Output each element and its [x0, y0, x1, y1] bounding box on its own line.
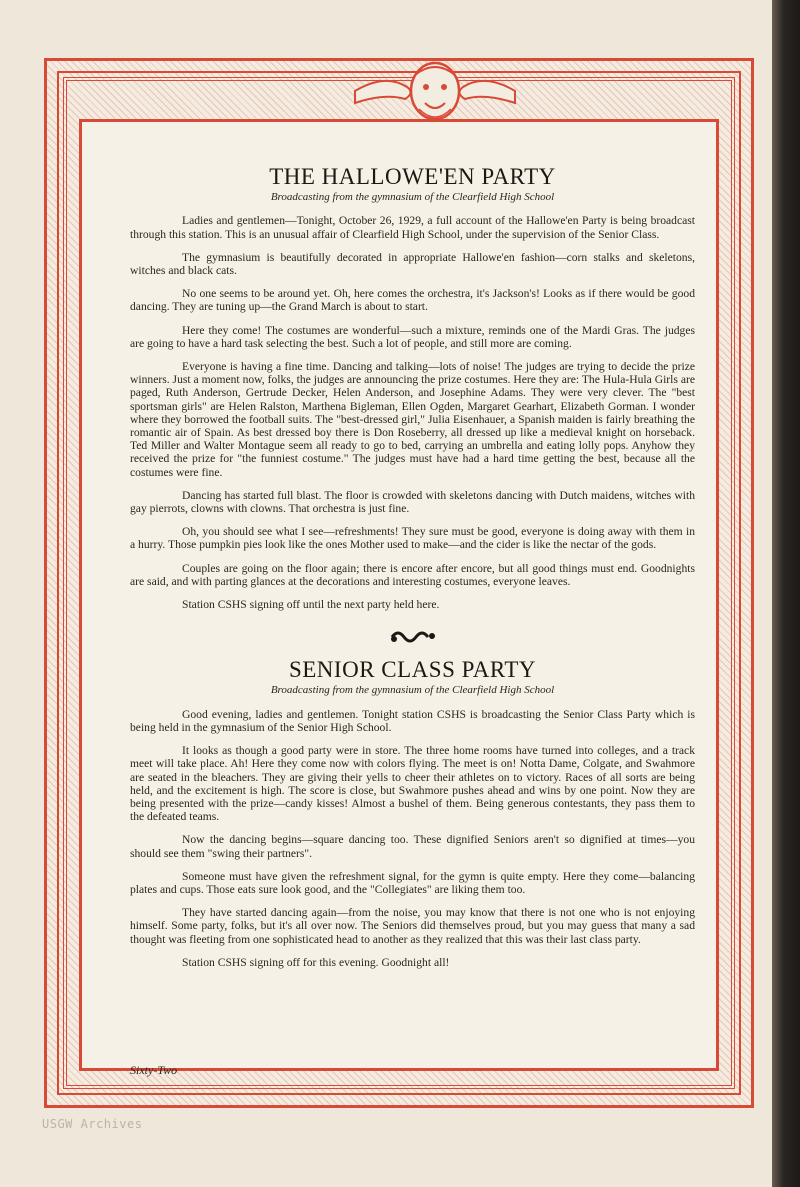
scroll-flourish-icon — [388, 627, 438, 647]
paragraph: Station CSHS signing off for this evening. Goodnight all! — [182, 955, 450, 969]
archive-watermark: USGW Archives — [42, 1117, 143, 1131]
paragraph: The gymnasium is beautifully decorated in appropriate Hallowe'en fashion—corn stalks and skeletons, witches and black cats. — [130, 250, 695, 278]
book-spine-edge — [772, 0, 800, 1187]
paragraph: Here they come! The costumes are wonderful—such a mixture, reminds one of the Mardi Gras. The judges are going to have a hard task selecting the best. Such a lot of people, and still more are coming. — [130, 323, 695, 350]
paragraph: It looks as though a good party were in store. The three home rooms have turned into colleges, and a track meet will take place. Ah! Here they come now with colors flying. The meet is on! Notta Dame, Colgate, and Swahmore are seated in the bleachers. They are giving their yells to cheer their athletes on to victory. Races of all sorts are being held, and the excitement is high. The score is close, but Swahmore pushes ahead and wins by one point. Now they are being presented with the prize—candy kisses! Almost a bushel of them. Being generous contestants, they pass them to the defeated teams. — [130, 744, 695, 824]
satyr-head-ornament-icon — [345, 53, 525, 123]
paragraph: They have started dancing again—from the noise, you may know that there is not one who is not enjoying himself. Some party, folks, but it's all over now. The Seniors did themselves proud, but you may guess that many a sad thought was fleeting from one sophisticated head to another as they realized that this was their last class party. — [130, 906, 695, 946]
page-content — [130, 164, 695, 979]
article-subtitle-senior: Broadcasting from the gymnasium of the Clearfield High School — [270, 684, 555, 697]
article-title-halloween: THE HALLOWE'EN PARTY — [269, 164, 556, 189]
paragraph: Good evening, ladies and gentlemen. Tonight station CSHS is broadcasting the Senior Class Party which is being held in the gymnasium of the Senior High School. — [130, 707, 695, 734]
paragraph: Now the dancing begins—square dancing too. These dignified Seniors aren't so dignified at times—you should see them "swing their partners". — [130, 833, 695, 860]
paragraph: Someone must have given the refreshment signal, for the gymn is quite empty. Here they come—balancing plates and cups. Those eats sure look good, and the "Collegiates" are liking them too. — [130, 869, 695, 896]
article-subtitle-halloween: Broadcasting from the gymnasium of the Clearfield High School — [270, 191, 555, 204]
section-divider — [130, 627, 695, 651]
paragraph: Ladies and gentlemen—Tonight, October 26, 1929, a full account of the Hallowe'en Party is being broadcast through this station. This is an unusual affair of Clearfield High School, under the supervision of the Senior Class. — [130, 214, 695, 241]
paragraph: No one seems to be around yet. Oh, here comes the orchestra, it's Jackson's! Looks as if there would be good dancing. They are tuning up—the Grand March is about to start. — [130, 287, 695, 314]
paragraph: Couples are going on the floor again; there is encore after encore, but all good things must end. Goodnights are said, and with parting glances at the decorations and interesting costumes, everyone leaves. — [130, 561, 695, 588]
paragraph: Oh, you should see what I see—refreshments! They sure must be good, everyone is doing away with them in a hurry. Those pumpkin pies look like the ones Mother used to make—and the cider is like the nectar of the gods. — [130, 525, 695, 552]
paragraph: Station CSHS signing off until the next party held here. — [182, 598, 440, 612]
article-title-senior: SENIOR CLASS PARTY — [288, 657, 537, 683]
paragraph: Dancing has started full blast. The floor is crowded with skeletons dancing with Dutch maidens, witches with gay pierrots, clowns with clowns. That orchestra is just fine. — [130, 488, 695, 516]
paragraph: Everyone is having a fine time. Dancing and talking—lots of noise! The judges are trying to decide the prize winners. Just a moment now, folks, the judges are announcing the prize costumes. Here they are: The Hula-Hula Girls are paged, Ruth Anderson, Gertrude Decker, Helen Anderson, and Josephine Adams. They were very clever. The "best sportsman girls" are Helen Ralston, Marthena Bigleman, Ellen Ogden, Margaret Gearhart, Elizabeth Gorman. I wonder where they borrowed the football suits. The "best-dressed girl," Julia Eisenhauer, a Spanish maiden is fairly breathing the romantic air of Spain. As best dressed boy there is Don Roseberry, all dressed up like a medieval knight on horseback. Ted Miller and Walter Montague seem all ready to go to bed, carrying an umbrella and eating lolly pops. Anyhow they received the prize for "the funniest costume." The judges must have had a hard time getting the best, because all the costumes were fine. — [130, 360, 695, 479]
page-number: Sixty-Two — [130, 1063, 178, 1077]
